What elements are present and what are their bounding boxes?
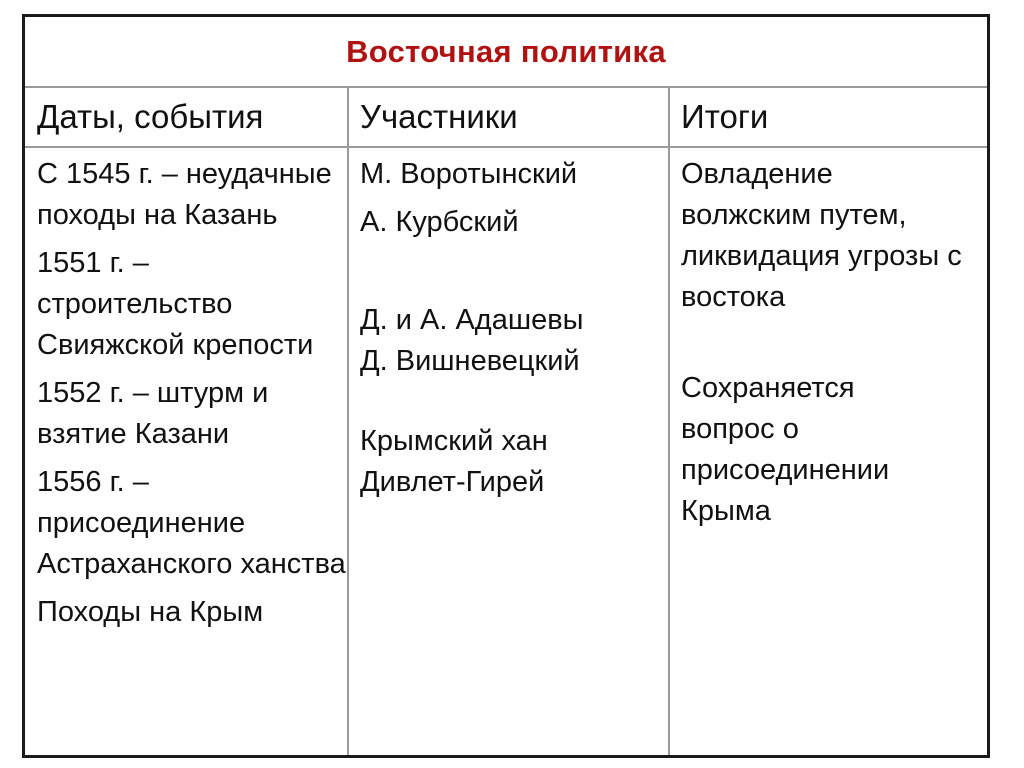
participant-item: Д. и А. Адашевы [360, 304, 584, 336]
header-row [25, 88, 987, 148]
table-title: Восточная политика [346, 33, 666, 69]
result-item: Сохраняется вопрос о присоединении Крыма [681, 372, 890, 527]
result-item: Овладение волжским путем, ликвидация угрозы с востока [681, 158, 962, 313]
participant-item: Д. Вишневецкий [360, 345, 580, 377]
results-cell [669, 148, 987, 532]
header-dates: Даты, события [37, 98, 264, 135]
participants-cell [348, 148, 668, 503]
participant-item: М. Воротынский [360, 158, 578, 190]
participant-item: Крымский хан Дивлет-Гирей [360, 425, 548, 498]
event-item: 1552 г. – штурм и взятие Казани [37, 377, 269, 450]
header-results: Итоги [681, 98, 769, 135]
event-item: 1551 г. – строительство Свияжской крепости [37, 247, 314, 361]
event-item: 1556 г. – присоединение Астраханского ханства [37, 466, 346, 580]
participant-item: А. Курбский [360, 206, 519, 238]
event-item: Походы на Крым [37, 596, 264, 628]
events-cell [25, 148, 347, 640]
policy-table [22, 14, 990, 758]
title-row [25, 17, 987, 88]
header-participants: Участники [360, 98, 518, 135]
event-item: С 1545 г. – неудачные походы на Казань [37, 158, 332, 231]
